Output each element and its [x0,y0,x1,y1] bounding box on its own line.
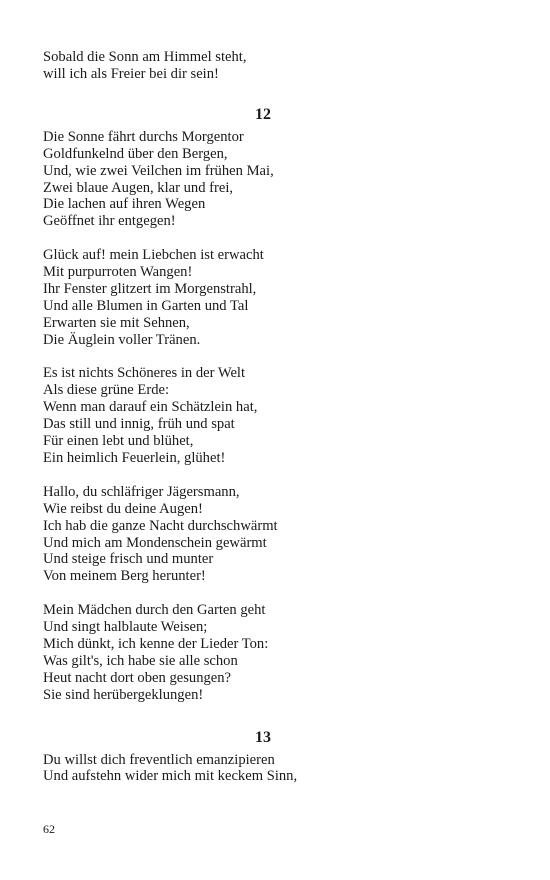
poem-line: will ich als Freier bei dir sein! [43,65,219,82]
stanza [43,365,483,466]
poem-line: Die Äuglein voller Tränen. [43,331,201,348]
poem-line: Hallo, du schläfriger Jägersmann, [43,483,240,500]
poem-line: Sobald die Sonn am Himmel steht, [43,49,247,65]
poem-line: Wenn man darauf ein Schätzlein hat, [43,399,258,416]
poem-number: 13 [255,728,271,746]
poem-line: Und mich am Mondenschein gewärmt [43,534,267,551]
poem-line: Was gilt's, ich habe sie alle schon [43,652,238,669]
poem-line: Und aufstehn wider mich mit keckem Sinn, [43,768,298,785]
poem-line: Wie reibst du deine Augen! [43,500,203,517]
poem-line: Und singt halblaute Weisen; [43,619,208,636]
poem-line: Sie sind herübergeklungen! [43,686,204,703]
poem-line: Geöffnet ihr entgegen! [43,213,176,230]
poem-line: Und alle Blumen in Garten und Tal [43,297,249,314]
stanza [43,247,483,348]
poem-line: Du willst dich freventlich emanzipieren [43,751,275,768]
poem-line: Zwei blaue Augen, klar und frei, [43,179,234,196]
poem-line: Als diese grüne Erde: [43,382,170,399]
poem-line: Glück auf! mein Liebchen ist erwacht [43,247,264,264]
poem-line: Das still und innig, früh und spat [43,416,235,433]
stanza [43,484,483,585]
stanza-fragment [43,49,483,83]
stanza [43,602,483,703]
poem-line: Heut nacht dort oben gesungen? [43,669,232,686]
poem-line: Erwarten sie mit Sehnen, [43,314,190,331]
poem-line: Es ist nichts Schöneres in der Welt [43,365,246,382]
book-page [43,49,483,785]
poem-line: Und, wie zwei Veilchen im frühen Mai, [43,162,274,179]
page-number: 62 [43,822,55,836]
poem-line: Mich dünkt, ich kenne der Lieder Ton: [43,635,269,652]
poem-line: Ein heimlich Feuerlein, glühet! [43,450,226,466]
stanza [43,129,483,230]
stanza [43,752,483,786]
poem-line: Die lachen auf ihren Wegen [43,196,206,213]
poem-line: Ich hab die ganze Nacht durchschwärmt [43,517,278,534]
poem-line: Mit purpurroten Wangen! [43,264,193,281]
poem-line: Ihr Fenster glitzert im Morgenstrahl, [43,280,257,297]
poem-line: Die Sonne fährt durchs Morgentor [43,128,244,145]
poem-line: Goldfunkelnd über den Bergen, [43,145,228,162]
poem-line: Von meinem Berg herunter! [43,568,206,585]
poem-line: Für einen lebt und blühet, [43,433,194,450]
poem-line: Und steige frisch und munter [43,551,214,568]
poem-line: Mein Mädchen durch den Garten geht [43,602,266,619]
poem-number: 12 [255,105,271,123]
